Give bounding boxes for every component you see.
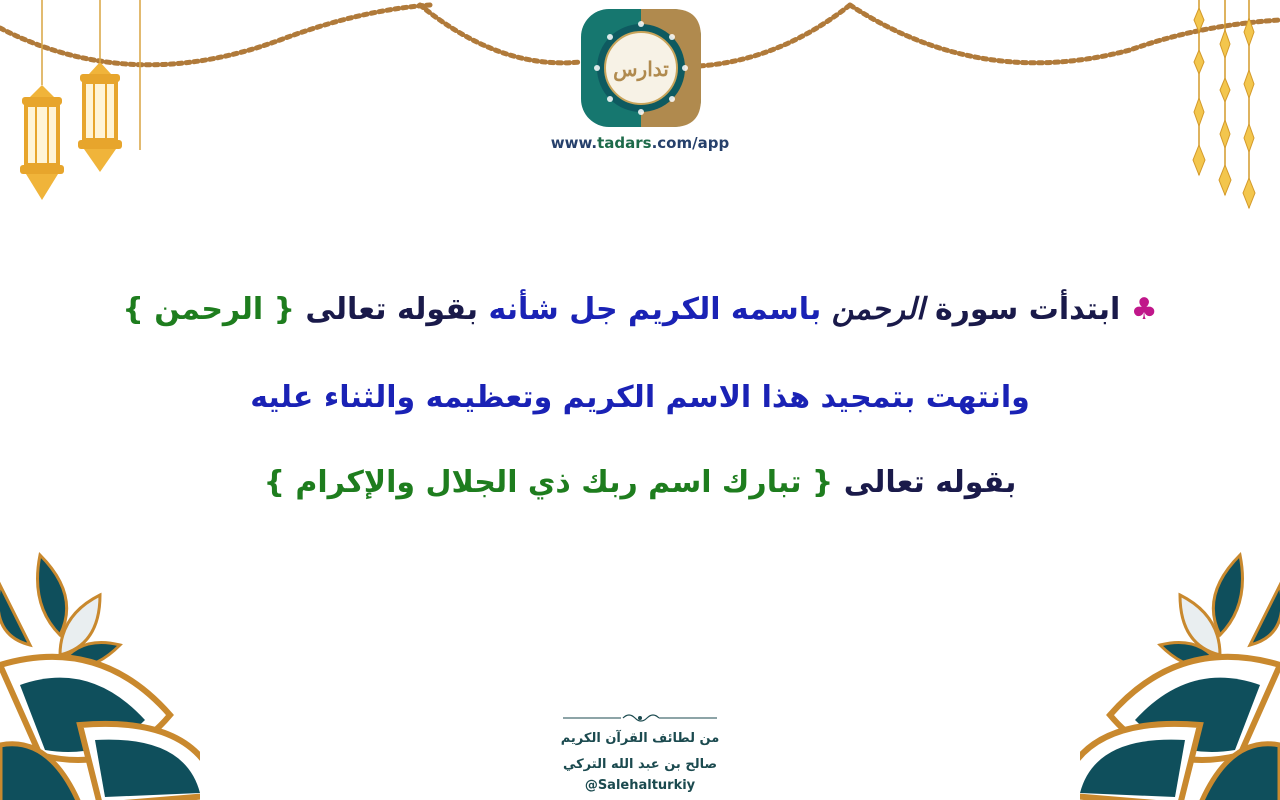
quote-1: الرحمن [154, 292, 264, 327]
line1-part3: بقوله تعالى [305, 292, 479, 327]
lanterns-decoration [10, 0, 200, 225]
verse-line-3: بقوله تعالى { تبارك اسم ربك ذي الجلال والإكرام } [263, 465, 1017, 500]
footer-series: من لطائف القرآن الكريم [560, 731, 720, 746]
verse-line-2: وانتهت بتمجيد هذا الاسم الكريم وتعظيمه والثناء عليه [250, 380, 1030, 415]
hanging-ornaments [1185, 0, 1265, 215]
flower-decoration-left [0, 525, 200, 800]
site-url[interactable]: www.tadars.com/app [550, 134, 730, 152]
flower-decoration-right [1080, 525, 1280, 800]
line1-part2: باسمه الكريم جل شأنه [488, 292, 822, 327]
footer-divider [563, 711, 717, 725]
verse-line-1: ♣ ابتدأت سورة الرحمن باسمه الكريم جل شأنه بقوله تعالى { الرحمن } [122, 292, 1158, 327]
footer-handle[interactable]: @Salehalturkiy [584, 778, 696, 793]
club-icon: ♣ [1130, 292, 1158, 327]
line3-part1: بقوله تعالى [843, 465, 1017, 500]
footer-author: صالح بن عبد الله التركي [562, 757, 718, 772]
logo-text: تدارس [613, 57, 669, 81]
tadars-logo [578, 6, 704, 130]
line1-part1: ابتدأت سورة [934, 292, 1121, 327]
quote-2: تبارك اسم ربك ذي الجلال والإكرام [295, 465, 802, 500]
surah-name: الرحمن [831, 292, 925, 327]
